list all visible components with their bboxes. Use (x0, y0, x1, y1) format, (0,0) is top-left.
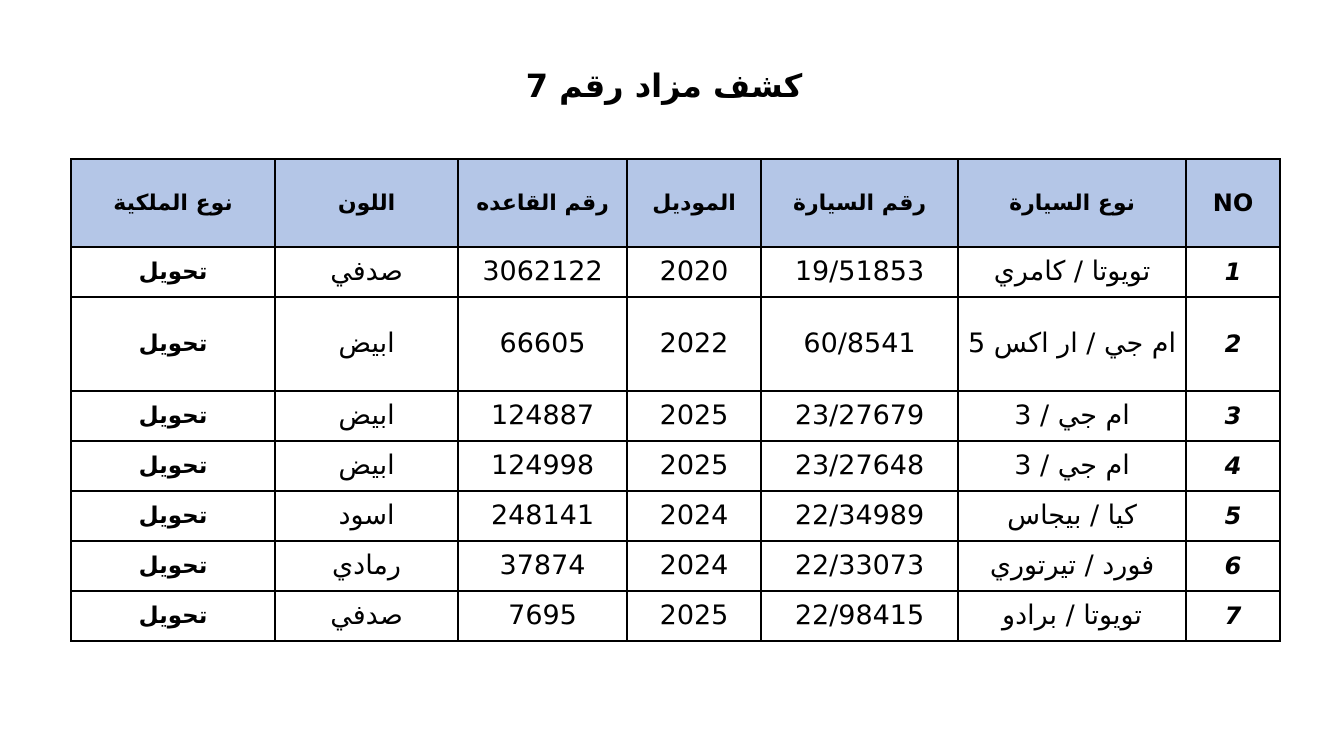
cell-color: رمادي (275, 541, 458, 591)
cell-car-type: ام جي / 3 (958, 441, 1186, 491)
cell-no: 7 (1186, 591, 1280, 641)
cell-car-type: فورد / تيرتوري (958, 541, 1186, 591)
table-header-row (71, 159, 1280, 247)
cell-car-type: تويوتا / برادو (958, 591, 1186, 641)
cell-model: 2024 (627, 491, 761, 541)
cell-color: ابيض (275, 297, 458, 391)
cell-color: ابيض (275, 441, 458, 491)
cell-chassis-number: 7695 (458, 591, 627, 641)
cell-chassis-number: 248141 (458, 491, 627, 541)
header-car-type: نوع السيارة (958, 159, 1186, 247)
header-model: الموديل (627, 159, 761, 247)
cell-ownership-type: تحويل (71, 541, 275, 591)
cell-ownership-type: تحويل (71, 297, 275, 391)
table-row (71, 247, 1280, 297)
table-row (71, 541, 1280, 591)
cell-chassis-number: 124887 (458, 391, 627, 441)
cell-car-type: ام جي / ار اكس 5 (958, 297, 1186, 391)
header-ownership-type: نوع الملكية (71, 159, 275, 247)
cell-ownership-type: تحويل (71, 441, 275, 491)
cell-no: 6 (1186, 541, 1280, 591)
cell-chassis-number: 3062122 (458, 247, 627, 297)
cell-model: 2022 (627, 297, 761, 391)
cell-model: 2025 (627, 391, 761, 441)
header-no: NO (1186, 159, 1280, 247)
table-row (71, 391, 1280, 441)
cell-chassis-number: 37874 (458, 541, 627, 591)
auction-table (70, 158, 1281, 642)
cell-ownership-type: تحويل (71, 247, 275, 297)
cell-chassis-number: 66605 (458, 297, 627, 391)
cell-no: 4 (1186, 441, 1280, 491)
cell-car-number: 22/98415 (761, 591, 958, 641)
cell-no: 3 (1186, 391, 1280, 441)
header-color: اللون (275, 159, 458, 247)
cell-color: صدفي (275, 247, 458, 297)
table-row (71, 491, 1280, 541)
cell-no: 5 (1186, 491, 1280, 541)
cell-car-number: 23/27648 (761, 441, 958, 491)
page-title: كشف مزاد رقم 7 (525, 67, 803, 105)
cell-car-type: تويوتا / كامري (958, 247, 1186, 297)
cell-model: 2020 (627, 247, 761, 297)
cell-ownership-type: تحويل (71, 591, 275, 641)
cell-no: 2 (1186, 297, 1280, 391)
cell-car-type: ام جي / 3 (958, 391, 1186, 441)
cell-model: 2025 (627, 441, 761, 491)
cell-color: ابيض (275, 391, 458, 441)
cell-model: 2024 (627, 541, 761, 591)
cell-no: 1 (1186, 247, 1280, 297)
cell-model: 2025 (627, 591, 761, 641)
table-row (71, 591, 1280, 641)
cell-ownership-type: تحويل (71, 491, 275, 541)
cell-color: اسود (275, 491, 458, 541)
cell-ownership-type: تحويل (71, 391, 275, 441)
table-row (71, 297, 1280, 391)
header-car-number: رقم السيارة (761, 159, 958, 247)
cell-chassis-number: 124998 (458, 441, 627, 491)
cell-car-number: 22/33073 (761, 541, 958, 591)
table-row (71, 441, 1280, 491)
cell-car-number: 60/8541 (761, 297, 958, 391)
cell-car-number: 23/27679 (761, 391, 958, 441)
cell-color: صدفي (275, 591, 458, 641)
cell-car-number: 22/34989 (761, 491, 958, 541)
cell-car-number: 19/51853 (761, 247, 958, 297)
header-chassis-number: رقم القاعده (458, 159, 627, 247)
cell-car-type: كيا / بيجاس (958, 491, 1186, 541)
